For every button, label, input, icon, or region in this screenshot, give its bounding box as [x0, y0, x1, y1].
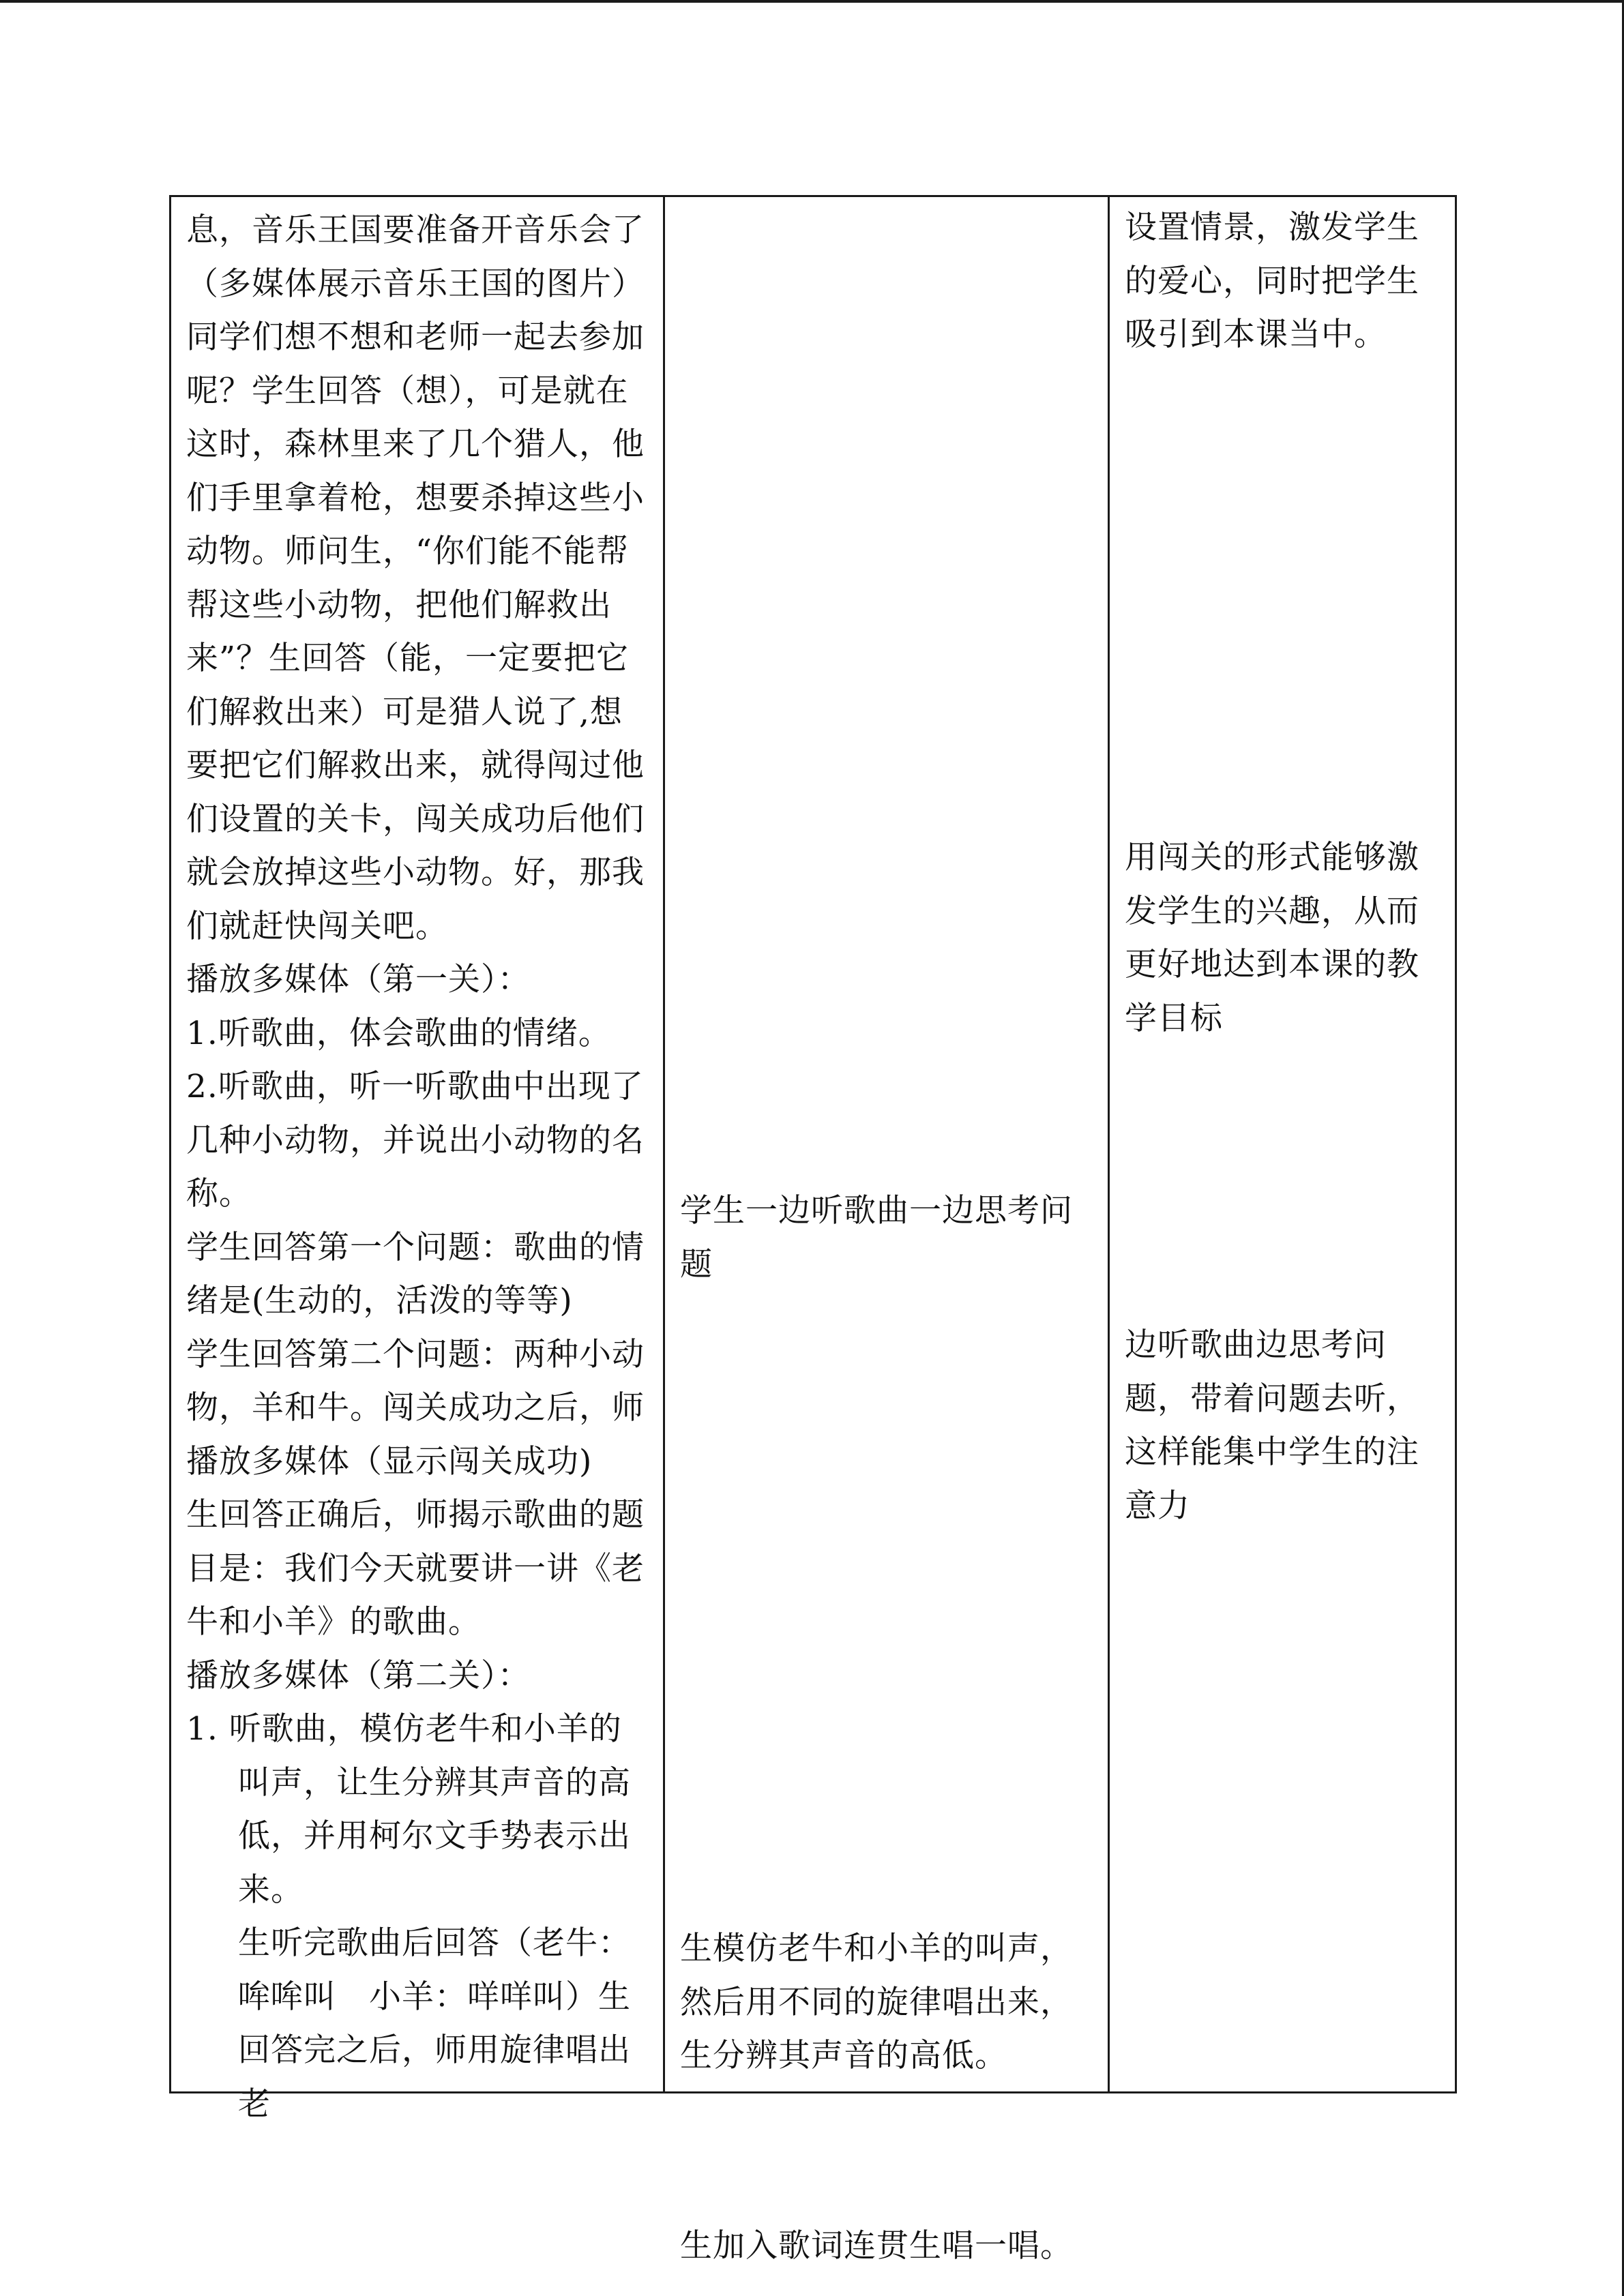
table-row	[171, 196, 1456, 2093]
student-activity-cell	[664, 196, 1109, 2265]
teacher-level-two-answer: 生听完歌曲后回答（老牛：哞哞叫 小羊：咩咩叫）生回答完之后，师用旋律唱出老	[238, 1924, 631, 2123]
teacher-paragraph-level-two: 播放多媒体（第二关）：	[186, 1656, 531, 1695]
student-activity-3: 生加入歌词连贯生唱一唱。	[680, 2227, 1073, 2265]
teacher-paragraph-intro: 息，音乐王国要准备开音乐会了（多媒体展示音乐王国的图片）同学们想不想和老师一起去参加呢？学生回答（想），可是就在这时，森林里来了几个猎人，他们手里拿着枪，想要杀掉这些小动物。师问生，“你们能不能帮帮这些小动物，把他们解救出来”？生回答（能，一定要把它们解救出来）可是猎人说了,想要把它们解救出来，就得闯过他们设置的关卡，闯关成功后他们就会放掉这些小动物。好，那我们就赶快闯关吧。	[186, 211, 645, 945]
student-activity-2: 生模仿老牛和小羊的叫声，然后用不同的旋律唱出来，生分辨其声音的高低。	[680, 1930, 1073, 2074]
teacher-paragraph-level-one: 播放多媒体（第一关）：	[186, 961, 531, 998]
teacher-level-two-task-1: 1. 听歌曲，模仿老牛和小羊的叫声，让生分辨其声音的高低，并用柯尔文手势表示出来。	[186, 1710, 631, 1909]
design-intent-cell	[1109, 196, 1456, 2093]
teacher-activity-cell	[171, 196, 664, 2123]
teacher-answer-2: 学生回答第二个问题：两种小动物，羊和牛。闯关成功之后，师播放多媒体（显示闯关成功)	[186, 1335, 645, 1480]
teacher-reveal-title: 生回答正确后，师揭示歌曲的题目是：我们今天就要讲一讲《老牛和小羊》的歌曲。	[186, 1496, 645, 1641]
lesson-plan-table	[169, 195, 1457, 2265]
teacher-answer-1: 学生回答第一个问题：歌曲的情绪是(生动的，活泼的等等)	[186, 1228, 645, 1320]
teacher-task-2: 2.听歌曲，听一听歌曲中出现了几种小动物，并说出小动物的名称。	[186, 1068, 645, 1212]
design-intent-2: 用闯关的形式能够激发学生的兴趣，从而更好地达到本课的教学目标	[1125, 839, 1419, 1037]
design-intent-3: 边听歌曲边思考问题，带着问题去听，这样能集中学生的注意力	[1125, 1326, 1419, 1525]
teacher-task-1: 1.听歌曲，体会歌曲的情绪。	[186, 1014, 611, 1052]
student-activity-1: 学生一边听歌曲一边思考问题	[680, 1192, 1073, 1283]
top-border-line	[0, 0, 1624, 3]
design-intent-1: 设置情景，激发学生的爱心，同时把学生吸引到本课当中。	[1125, 209, 1419, 353]
